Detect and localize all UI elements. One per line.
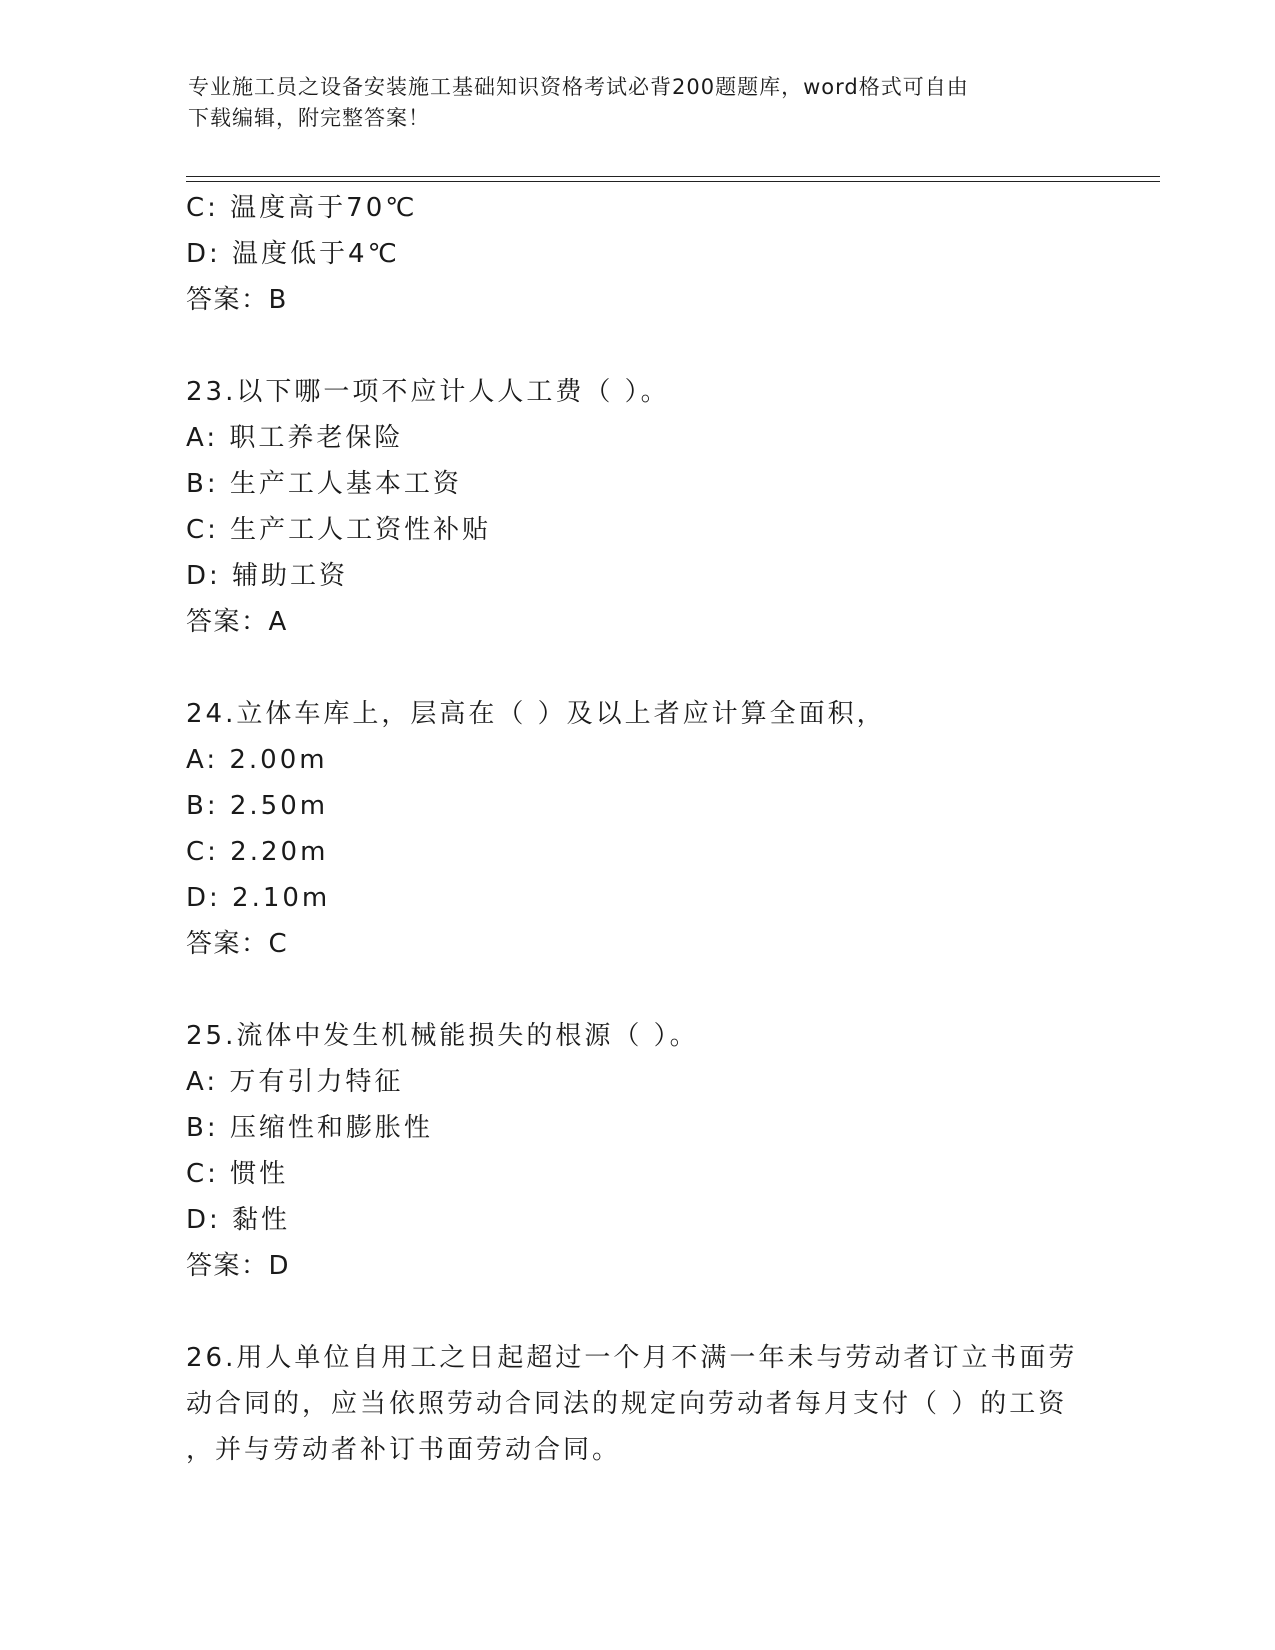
option-c: C: 温度高于70℃ — [186, 193, 418, 223]
option-d: D: 黏性 — [186, 1205, 291, 1235]
option-c: C: 生产工人工资性补贴 — [186, 515, 492, 545]
option-c: C: 惯性 — [186, 1159, 289, 1189]
header-line-2: 下载编辑，附完整答案！ — [188, 106, 430, 130]
option-b: B: 2.50m — [186, 791, 329, 821]
answer: 答案：A — [186, 607, 288, 637]
option-d: D: 温度低于4℃ — [186, 239, 400, 269]
option-d: D: 2.10m — [186, 883, 331, 913]
question-26-line-1: 26.用人单位自用工之日起超过一个月不满一年未与劳动者订立书面劳 — [186, 1343, 1078, 1373]
question-26-line-3: ，并与劳动者补订书面劳动合同。 — [186, 1435, 622, 1465]
question-list — [186, 185, 1146, 1473]
question-26-line-2: 动合同的，应当依照劳动合同法的规定向劳动者每月支付（ ）的工资 — [186, 1389, 1068, 1419]
answer: 答案：D — [186, 1251, 291, 1281]
header-line-1: 专业施工员之设备安装施工基础知识资格考试必背200题题库，word格式可自由 — [188, 75, 969, 99]
question-23: 23.以下哪一项不应计人人工费（ ）。 — [186, 377, 670, 407]
option-b: B: 生产工人基本工资 — [186, 469, 462, 499]
question-25: 25.流体中发生机械能损失的根源（ ）。 — [186, 1021, 699, 1051]
option-a: A: 万有引力特征 — [186, 1067, 404, 1097]
document-header — [188, 72, 1088, 134]
option-d: D: 辅助工资 — [186, 561, 349, 591]
answer: 答案：C — [186, 929, 289, 959]
question-24: 24.立体车库上，层高在（ ）及以上者应计算全面积， — [186, 699, 886, 729]
header-divider — [186, 176, 1160, 182]
answer: 答案：B — [186, 285, 288, 315]
option-b: B: 压缩性和膨胀性 — [186, 1113, 433, 1143]
option-a: A: 职工养老保险 — [186, 423, 404, 453]
option-c: C: 2.20m — [186, 837, 329, 867]
option-a: A: 2.00m — [186, 745, 328, 775]
